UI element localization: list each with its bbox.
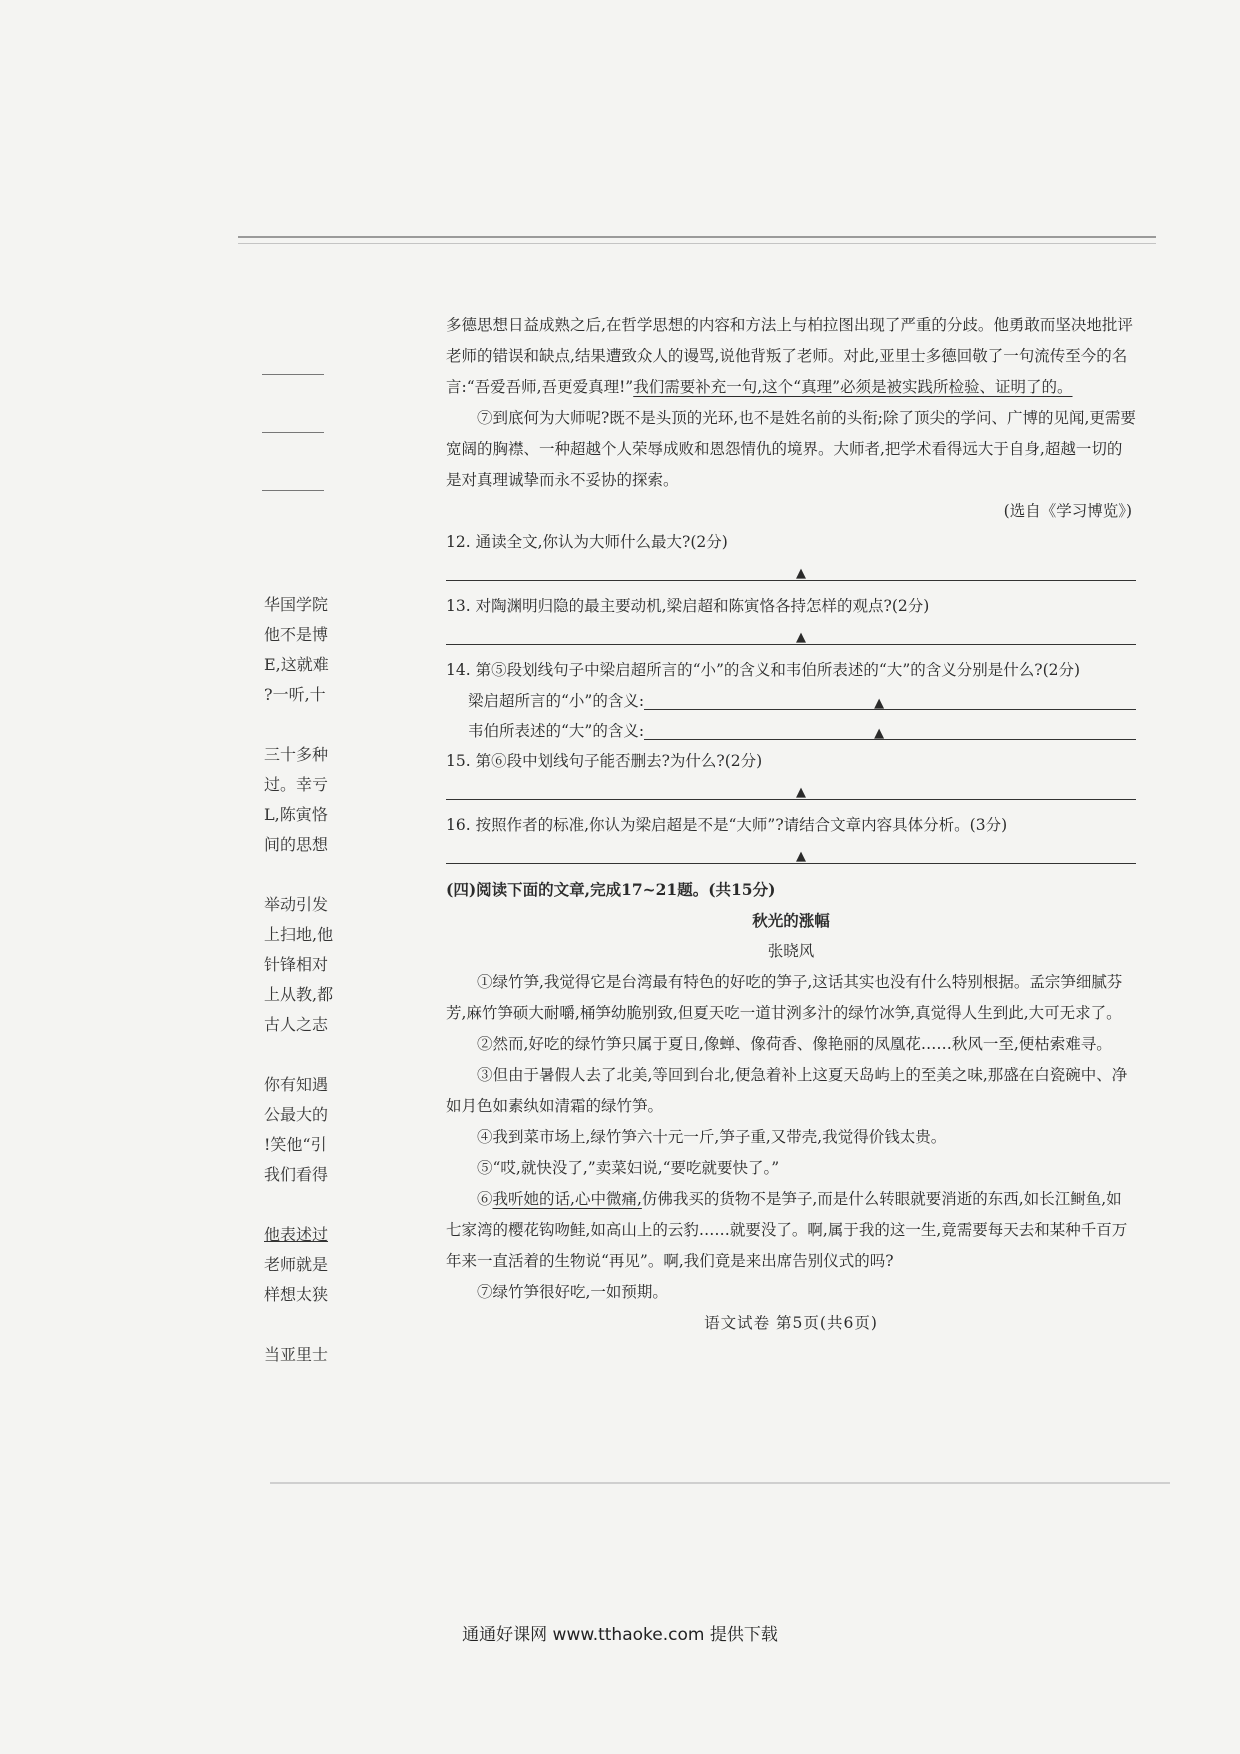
article-paragraph-1: ①绿竹笋,我觉得它是台湾最有特色的好吃的笋子,这话其实也没有什么特别根据。孟宗笋细腻芬芳,麻竹笋硕大耐嚼,桶笋幼脆别致,但夏天吃一道甘洌多汁的绿竹冰笋,真觉得人生到此,大可无求了。 — [446, 973, 1123, 1022]
answer-label: 梁启超所言的“小”的含义: — [468, 692, 645, 710]
fragment: 三十多种 — [264, 745, 329, 764]
passage-paragraph-6 — [446, 310, 1136, 403]
answer-line-14a[interactable] — [644, 687, 1136, 710]
question-15: 15. 第⑥段中划线句子能否删去?为什么?(2分) — [446, 752, 763, 770]
answer-line-12[interactable] — [446, 558, 1136, 581]
answer-label: 韦伯所表述的“大”的含义: — [468, 722, 645, 740]
fragment: 当亚里士 — [264, 1345, 329, 1364]
fragment: 间的思想 — [264, 835, 329, 854]
exam-page-content — [446, 310, 1136, 1339]
download-watermark: 通通好课网 www.tthaoke.com 提供下载 — [462, 1625, 778, 1645]
page-footer: 语文试卷 第5页(共6页) — [704, 1314, 878, 1332]
fragment: 他不是博 — [264, 625, 329, 644]
binding-line — [262, 432, 324, 433]
fragment: 公最大的 — [264, 1105, 329, 1124]
fragment: 上扫地,他 — [264, 925, 334, 944]
fragment: 老师就是 — [264, 1255, 329, 1274]
article-author: 张晓风 — [767, 942, 815, 960]
binding-line — [262, 374, 324, 375]
paragraph-text: 多德思想日益成熟之后,在哲学思想的内容和方法上与柏拉图出现了严重的分歧。他勇敢而坚决地批评老师的错误和缺点,结果遭致众人的谩骂,说他背叛了老师。对此,亚里士多德回敬了一句流传至今的名言:“吾爱吾师,吾更爱真理!” — [446, 316, 1133, 396]
fragment: 样想太狭 — [264, 1285, 329, 1304]
fragment: ?一听,十 — [264, 685, 326, 704]
answer-marker: ▲ — [796, 785, 806, 800]
article-paragraph-4: ④我到菜市场上,绿竹笋六十元一斤,笋子重,又带壳,我觉得价钱太贵。 — [477, 1128, 947, 1146]
fragment: 上从教,都 — [264, 985, 334, 1004]
question-13: 13. 对陶渊明归隐的最主要动机,梁启超和陈寅恪各持怎样的观点?(2分) — [446, 597, 930, 615]
left-margin-fragments — [264, 590, 344, 1370]
fragment: !笑他“引 — [264, 1135, 327, 1154]
fragment: 华国学院 — [264, 595, 329, 614]
article-title: 秋光的涨幅 — [752, 911, 830, 930]
fragment: 举动引发 — [264, 895, 329, 914]
article-paragraph-2: ②然而,好吃的绿竹笋只属于夏日,像蝉、像荷香、像艳丽的凤凰花……秋风一至,便枯索难寻。 — [477, 1035, 1112, 1053]
answer-line-14b[interactable] — [644, 717, 1136, 740]
answer-14b — [468, 716, 1136, 746]
article-paragraph-7: ⑦绿竹笋很好吃,一如预期。 — [477, 1283, 668, 1301]
top-rule — [238, 236, 1156, 238]
fragment: 他表述过 — [264, 1225, 329, 1244]
answer-marker: ▲ — [796, 566, 806, 581]
fragment: 你有知遇 — [264, 1075, 329, 1094]
article-paragraph-5: ⑤“哎,就快没了,”卖菜妇说,“要吃就要快了。” — [477, 1159, 780, 1177]
fragment: 针锋相对 — [264, 955, 329, 974]
article-paragraph-6 — [446, 1184, 1136, 1277]
fragment: L,陈寅恪 — [264, 805, 328, 824]
bottom-rule — [270, 1482, 1170, 1484]
passage-paragraph-7: ⑦到底何为大师呢?既不是头顶的光环,也不是姓名前的头衔;除了顶尖的学问、广博的见闻,更需要宽阔的胸襟、一种超越个人荣辱成败和恩怨情仇的境界。大师者,把学术看得远大于自身,超越一切的是对真理诚挚而永不妥协的探索。 — [446, 409, 1136, 489]
paragraph-text: 仿佛我买的货物不是笋子,而是什么转眼就要消逝的东西,如长江鲥鱼,如七家湾的樱花钩吻鲑,如高山上的云豹……就要没了。啊,属于我的这一生,竟需要每天去和某种千百万年来一直活着的生物说“再见”。啊,我们竟是来出席告别仪式的吗? — [446, 1190, 1128, 1270]
answer-line-16[interactable] — [446, 841, 1136, 864]
section-4-heading: (四)阅读下面的文章,完成17~21题。(共15分) — [446, 880, 776, 899]
fragment: 古人之志 — [264, 1015, 329, 1034]
question-12: 12. 通读全文,你认为大师什么最大?(2分) — [446, 533, 728, 551]
underlined-sentence: 我听她的话,心中微痛, — [492, 1190, 642, 1208]
source-citation: (选自《学习博览》) — [1003, 502, 1132, 520]
fragment: E,这就难 — [264, 655, 329, 674]
answer-marker: ▲ — [874, 696, 885, 711]
article-paragraph-3: ③但由于暑假人去了北美,等回到台北,便急着补上这夏天岛屿上的至美之味,那盛在白瓷碗中、净如月色如素纨如清霜的绿竹笋。 — [446, 1066, 1128, 1115]
answer-line-13[interactable] — [446, 622, 1136, 645]
fragment: 我们看得 — [264, 1165, 329, 1184]
question-14: 14. 第⑤段划线句子中梁启超所言的“小”的含义和韦伯所表述的“大”的含义分别是什么?(2分) — [446, 661, 1081, 679]
underlined-sentence: 我们需要补充一句,这个“真理”必须是被实践所检验、证明了的。 — [633, 378, 1073, 396]
answer-14a — [468, 686, 1136, 716]
answer-marker: ▲ — [874, 726, 885, 741]
binding-line — [262, 490, 324, 491]
top-rule-thin — [238, 243, 1156, 244]
answer-marker: ▲ — [796, 849, 806, 864]
answer-marker: ▲ — [796, 630, 806, 645]
answer-line-15[interactable] — [446, 777, 1136, 800]
paragraph-number: ⑥ — [477, 1190, 493, 1208]
question-16: 16. 按照作者的标准,你认为梁启超是不是“大师”?请结合文章内容具体分析。(3分) — [446, 816, 1008, 834]
fragment: 过。幸亏 — [264, 775, 329, 794]
